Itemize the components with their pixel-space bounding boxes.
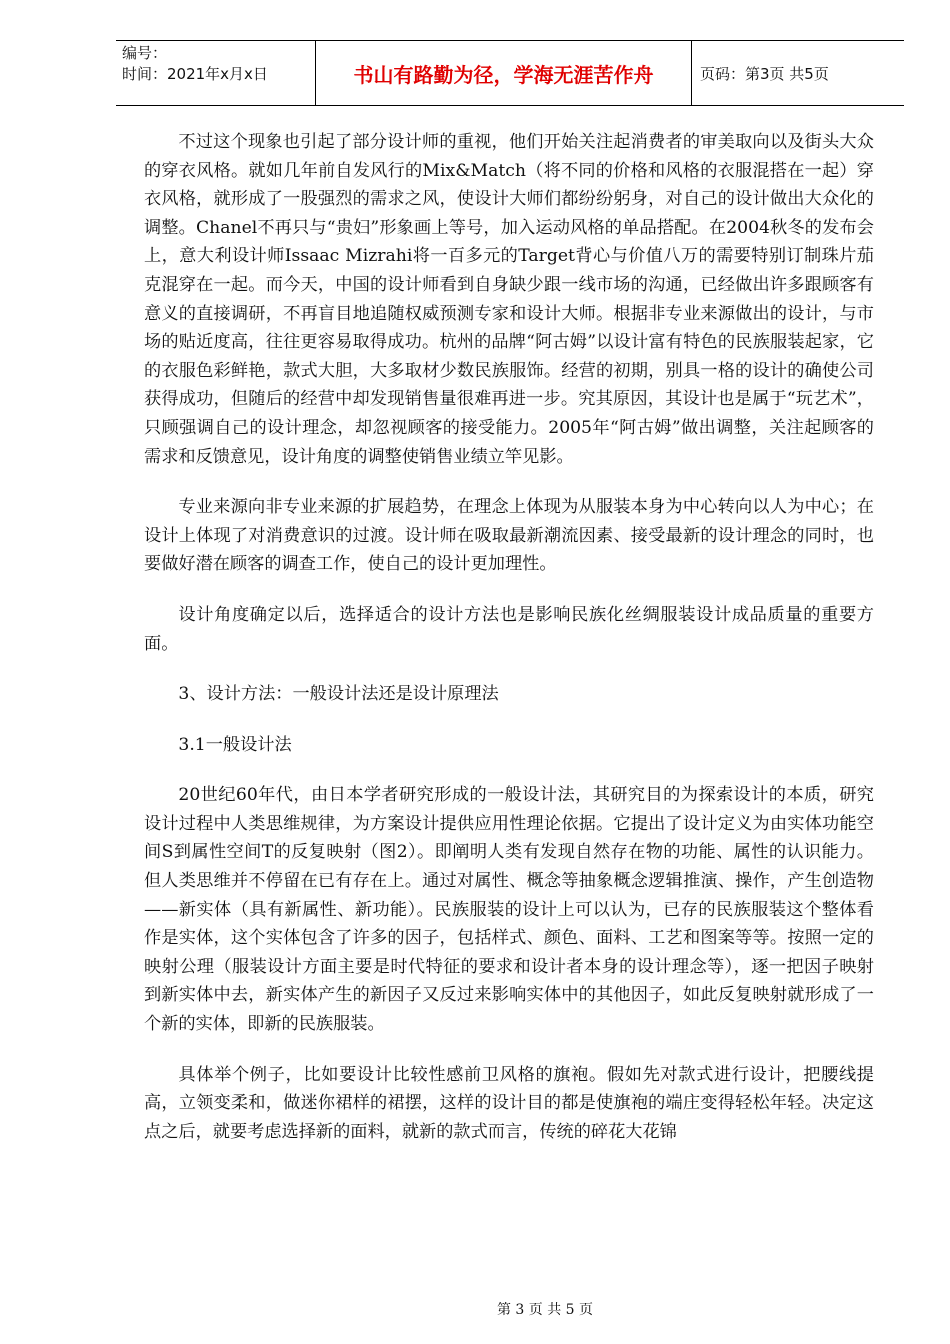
page-header bbox=[116, 40, 904, 106]
document-body bbox=[144, 128, 874, 1146]
paragraph-3: 设计角度确定以后，选择适合的设计方法也是影响民族化丝绸服装设计成品质量的重要方面。 bbox=[144, 604, 874, 654]
header-motto: 书山有路勤为径，学海无涯苦作舟 bbox=[316, 41, 692, 105]
paragraph-1: 不过这个现象也引起了部分设计师的重视，他们开始关注起消费者的审美取向以及街头大众的穿衣风格。就如几年前自发风行的Mix&Match（将不同的价格和风格的衣服混搭在一起）穿衣风格，就形成了一股强烈的需求之风，使设计大师们都纷纷躬身，对自己的设计做出大众化的调整。Chanel不再只与“贵妇”形象画上等号，加入运动风格的单品搭配。在2004秋冬的发布会上，意大利设计师Issaac Mizrahi将一百多元的Target背心与价值八万的需要特别订制珠片茄克混穿在一起。而今天，中国的设计师看到自身缺少跟一线市场的沟通，已经做出许多跟顾客有意义的直接调研，不再盲目地追随权威预测专家和设计大师。根据非专业来源做出的设计，与市场的贴近度高，往往更容易取得成功。杭州的品牌“阿古姆”以设计富有特色的民族服装起家，它的衣服色彩鲜艳，款式大胆，大多取材少数民族服饰。经营的初期，别具一格的设计的确使公司获得成功，但随后的经营中却发现销售量很难再进一步。究其原因，其设计也是属于“玩艺术”，只顾强调自己的设计理念，却忽视顾客的接受能力。2005年“阿古姆”做出调整，关注起顾客的需求和反馈意见，设计角度的调整使销售业绩立竿见影。 bbox=[144, 132, 874, 467]
time-label: 时间：2021年x月x日 bbox=[122, 65, 268, 83]
paragraph-5: 具体举个例子，比如要设计比较性感前卫风格的旗袍。假如先对款式进行设计，把腰线提高，立领变柔和，做迷你裙样的裙摆，这样的设计目的都是使旗袍的端庄变得轻松年轻。决定这点之后，就要考虑选择新的面料，就新的款式而言，传统的碎花大花锦 bbox=[144, 1064, 874, 1142]
header-page-info: 页码：第3页 共5页 bbox=[700, 64, 829, 83]
subsection-heading: 3.1一般设计法 bbox=[178, 734, 292, 755]
page-footer: 第 3 页 共 5 页 bbox=[496, 1302, 594, 1318]
paragraph-4: 20世纪60年代，由日本学者研究形成的一般设计法，其研究目的为探索设计的本质，研究设计过程中人类思维规律，为方案设计提供应用性理论依据。它提出了设计定义为由实体功能空间S到属性空间T的反复映射（图2）。即阐明人类有发现自然存在物的功能、属性的认识能力。但人类思维并不停留在已有存在上。通过对属性、概念等抽象概念逻辑推演、操作，产生创造物——新实体（具有新属性、新功能）。民族服装的设计上可以认为，已存的民族服装这个整体看作是实体，这个实体包含了许多的因子，包括样式、颜色、面料、工艺和图案等等。按照一定的映射公理（服装设计方面主要是时代特征的要求和设计者本身的设计理念等），逐一把因子映射到新实体中去，新实体产生的新因子又反过来影响实体中的其他因子，如此反复映射就形成了一个新的实体，即新的民族服装。 bbox=[144, 785, 874, 1035]
number-label: 编号： bbox=[122, 44, 168, 62]
header-meta bbox=[116, 41, 316, 105]
paragraph-2: 专业来源向非专业来源的扩展趋势，在理念上体现为从服装本身为中心转向以人为中心；在设计上体现了对消费意识的过渡。设计师在吸取最新潮流因素、接受最新的设计理念的同时，也要做好潜在顾客的调查工作，使自己的设计更加理性。 bbox=[144, 497, 874, 575]
section-heading: 3、设计方法：一般设计法还是设计原理法 bbox=[178, 684, 499, 705]
